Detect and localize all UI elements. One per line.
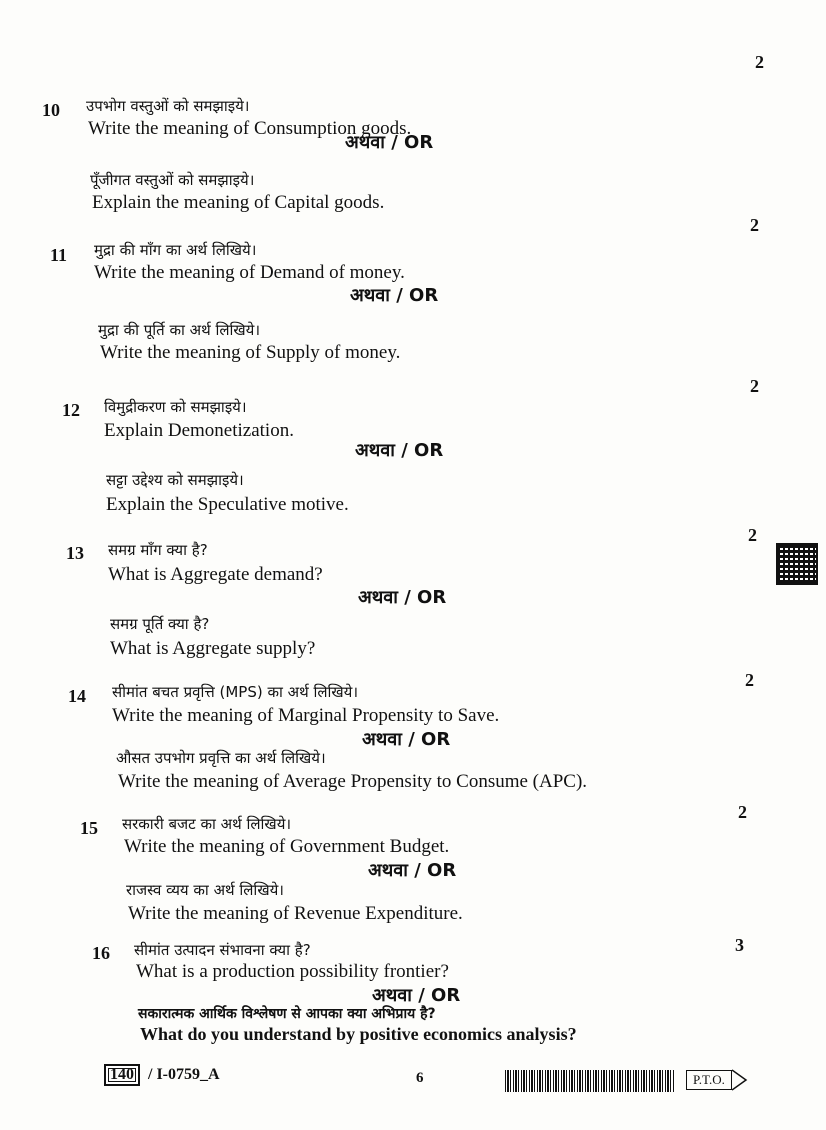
barcode — [505, 1070, 675, 1092]
alt-question-english: Explain the Speculative motive. — [106, 494, 349, 515]
question-number: 14 — [68, 686, 86, 706]
question-english: What is Aggregate demand? — [108, 564, 323, 585]
alt-question-hindi: सकारात्मक आर्थिक विश्लेषण से आपका क्या अभिप्राय है? — [138, 1006, 436, 1022]
question-hindi: सीमांत उत्पादन संभावना क्या है? — [134, 941, 311, 959]
or-separator: अथवा / OR — [350, 285, 439, 306]
alt-question-english: What do you understand by positive economics analysis? — [140, 1024, 577, 1044]
or-separator: अथवा / OR — [358, 587, 447, 608]
question-english: What is a production possibility frontier? — [136, 961, 449, 982]
question-number: 16 — [92, 943, 110, 963]
question-number: 12 — [62, 400, 80, 420]
alt-question-hindi: राजस्व व्यय का अर्थ लिखिये। — [126, 881, 284, 899]
paper-code — [104, 1064, 220, 1086]
pto-label: P.T.O. — [686, 1070, 732, 1090]
question-number: 10 — [42, 100, 60, 120]
or-separator: अथवा / OR — [355, 440, 444, 461]
alt-question-english: Write the meaning of Revenue Expenditure. — [128, 903, 463, 924]
alt-question-english: Write the meaning of Supply of money. — [100, 342, 401, 363]
alt-question-english: What is Aggregate supply? — [110, 638, 316, 659]
question-hindi: उपभोग वस्तुओं को समझाइये। — [86, 97, 250, 115]
marks: 2 — [738, 802, 747, 822]
alt-question-hindi: समग्र पूर्ति क्या है? — [110, 615, 210, 633]
alt-question-english: Write the meaning of Average Propensity to Consume (APC). — [118, 771, 588, 792]
question-english: Explain Demonetization. — [104, 420, 294, 441]
question-hindi: मुद्रा की माँग का अर्थ लिखिये। — [94, 241, 257, 259]
marks: 2 — [750, 215, 759, 235]
question-hindi: सीमांत बचत प्रवृत्ति (MPS) का अर्थ लिखिये। — [112, 683, 359, 701]
paper-code-box: 140 — [104, 1064, 140, 1086]
alt-question-english: Explain the meaning of Capital goods. — [92, 192, 385, 213]
page-number: 6 — [416, 1070, 424, 1086]
page-marks-top: 2 — [755, 52, 764, 72]
paper-code-text: / I-0759_A — [148, 1066, 220, 1083]
alt-question-hindi: मुद्रा की पूर्ति का अर्थ लिखिये। — [98, 321, 261, 339]
question-number: 13 — [66, 543, 84, 563]
question-english: Write the meaning of Marginal Propensity to Save. — [112, 705, 500, 726]
or-separator: अथवा / OR — [368, 860, 457, 881]
question-english: Write the meaning of Government Budget. — [124, 836, 450, 857]
question-number: 15 — [80, 818, 98, 838]
qr-code — [778, 545, 816, 583]
alt-question-hindi: पूँजीगत वस्तुओं को समझाइये। — [90, 171, 255, 189]
question-number: 11 — [50, 245, 68, 265]
pto-indicator — [686, 1068, 748, 1092]
question-hindi: विमुद्रीकरण को समझाइये। — [104, 398, 247, 416]
marks: 2 — [745, 670, 754, 690]
alt-question-hindi: औसत उपभोग प्रवृत्ति का अर्थ लिखिये। — [116, 749, 326, 767]
marks: 2 — [750, 376, 759, 396]
question-hindi: समग्र माँग क्या है? — [108, 541, 208, 559]
or-separator: अथवा / OR — [345, 132, 434, 153]
question-english: Write the meaning of Consumption goods. — [88, 118, 412, 139]
alt-question-hindi: सट्टा उद्देश्य को समझाइये। — [106, 471, 244, 489]
or-separator: अथवा / OR — [372, 985, 461, 1006]
marks: 2 — [748, 525, 757, 545]
or-separator: अथवा / OR — [362, 729, 451, 750]
question-hindi: सरकारी बजट का अर्थ लिखिये। — [122, 815, 292, 833]
arrow-right-icon — [732, 1068, 748, 1092]
marks: 3 — [735, 935, 744, 955]
question-english: Write the meaning of Demand of money. — [94, 262, 405, 283]
